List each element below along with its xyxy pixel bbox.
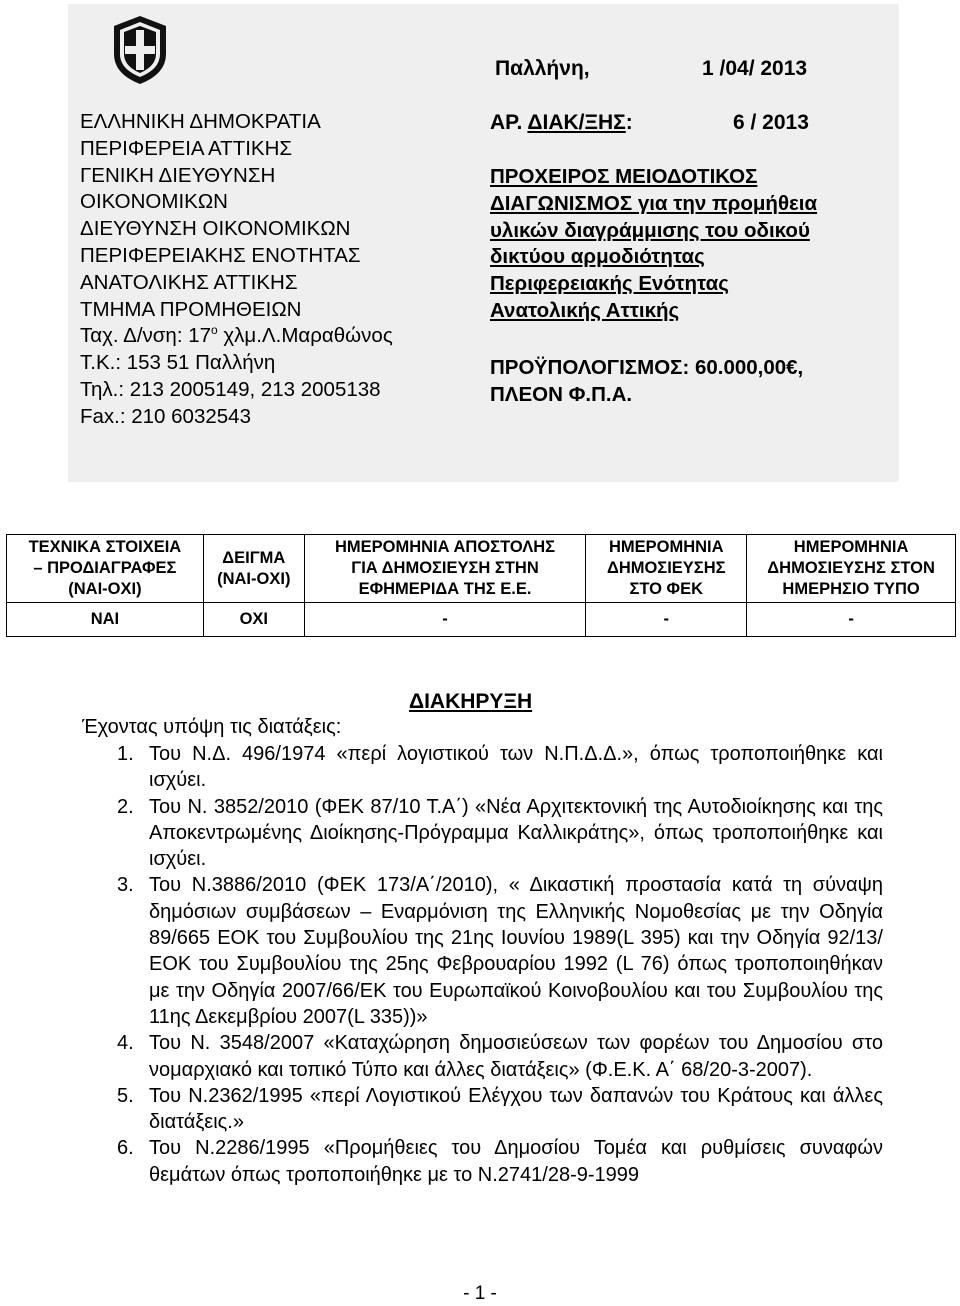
list-item-text: Του Ν.3886/2010 (ΦΕΚ 173/Α΄/2010), « Δικαστική προστασία κατά τη σύναψη δημόσιων συμβάσεων – Εναρμόνιση της Ελληνικής Νομοθεσίας με την Οδηγία 89/665 ΕΟΚ του Συμβουλίου της 21ης Ιουνίου 1989(L 395) και την Οδηγία 92/13/ΕΟΚ του Συμβουλίου της 25ης Φεβρουαρίου 1992 (L 76) όπως τροποποιηθήκαν με την Οδηγία 2007/66/ΕΚ του Ευρωπαϊκού Κοινοβουλίου και του Συμβουλίου της 11ης Δεκεμβρίου 2007(L 335))» xyxy=(149,874,883,1028)
table-cell: ΝΑΙ xyxy=(7,603,204,637)
list-item-number: 5. xyxy=(117,1084,134,1107)
list-item-number: 1. xyxy=(117,743,134,765)
list-item xyxy=(117,1083,883,1136)
reference-number: ΑΡ. ΔΙΑΚ/ΞΗΣ: 6 / 2013 xyxy=(490,111,809,134)
header-eu-journal-date: ΗΜΕΡΟΜΗΝΙΑ ΑΠΟΣΤΟΛΗΣ ΓΙΑ ΔΗΜΟΣΙΕΥΣΗ ΣΤΗΝ ΕΦΗΜΕΡΙΔΑ ΤΗΣ Ε.Ε. xyxy=(304,535,586,603)
legal-provisions-list xyxy=(117,741,883,1188)
declaration-intro: Έχοντας υπόψη τις διατάξεις: xyxy=(82,716,342,738)
agency-line: ΠΕΡΙΦΕΡΕΙΑΚΗΣ ΕΝΟΤΗΤΑΣ xyxy=(80,243,361,267)
greek-coat-of-arms-icon xyxy=(108,14,172,86)
date-value: 1 /04/ 2013 xyxy=(702,57,808,80)
agency-line: ΓΕΝΙΚΗ ΔΙΕΥΘΥΝΣΗ xyxy=(80,163,276,187)
table-cell: - xyxy=(747,603,956,637)
list-item xyxy=(117,794,883,873)
list-item-text: Του Ν.2362/1995 «περί Λογιστικού Ελέγχου των δαπανών του Κράτους και άλλες διατάξεις.» xyxy=(149,1084,883,1134)
postal-code: Τ.Κ.: 153 51 Παλλήνη xyxy=(80,351,276,375)
page-number: - 1 - xyxy=(463,1283,497,1304)
reference-value: 6 / 2013 xyxy=(733,111,809,134)
list-item-number: 2. xyxy=(117,795,134,818)
list-item-text: Του Ν.2286/1995 «Προμήθειες του Δημοσίου Τομέα και ρυθμίσεις συναφών θεμάτων όπως τροποποιήθηκε με το Ν.2741/28-9-1999 xyxy=(149,1137,883,1186)
list-item xyxy=(117,872,883,1030)
agency-block xyxy=(80,109,393,431)
phone-numbers: Τηλ.: 213 2005149, 213 2005138 xyxy=(80,377,381,401)
date-label: Παλλήνη, xyxy=(495,57,590,80)
table-header-row xyxy=(7,535,956,603)
publication-details-table xyxy=(6,534,956,637)
table-cell: - xyxy=(304,603,586,637)
header-gazette-date: ΗΜΕΡΟΜΗΝΙΑ ΔΗΜΟΣΙΕΥΣΗΣ ΣΤΟ ΦΕΚ xyxy=(586,535,747,603)
budget-statement: ΠΡΟΫΠΟΛΟΓΙΣΜΟΣ: 60.000,00€, ΠΛΕΟΝ Φ.Π.Α. xyxy=(490,356,804,406)
list-item-number: 6. xyxy=(117,1137,134,1160)
header-technical-specs: ΤΕΧΝΙΚΑ ΣΤΟΙΧΕΙΑ – ΠΡΟΔΙΑΓΡΑΦΕΣ (ΝΑΙ-ΟΧΙ) xyxy=(7,535,204,603)
issue-date xyxy=(495,57,808,81)
list-item-number: 3. xyxy=(117,874,134,897)
fax-number: Fax.: 210 6032543 xyxy=(80,404,251,428)
postal-address: Ταχ. Δ/νση: $17^o$ χλμ.Λ.Μαραθώνος xyxy=(80,323,393,348)
header-sample: ΔΕΙΓΜΑ (ΝΑΙ-ΟΧΙ) xyxy=(203,535,304,603)
list-item-text: Του Ν. 3852/2010 (ΦΕΚ 87/10 Τ.Α΄) «Νέα Αρχιτεκτονική της Αυτοδιοίκησης και της Αποκεντρωμένης Διοίκησης-Πρόγραμμα Καλλικράτης», όπως τροποποιήθηκε και ισχύει. xyxy=(149,795,883,871)
list-item-number: 4. xyxy=(117,1032,134,1055)
list-item xyxy=(117,1135,883,1188)
tender-title: ΠΡΟΧΕΙΡΟΣ ΜΕΙΟΔΟΤΙΚΟΣ ΔΙΑΓΩΝΙΣΜΟΣ για την προμήθεια υλικών διαγράμμισης του οδικού δικτύου αρμοδιότητας Περιφερειακής Ενότητας Ανατολικής Αττικής xyxy=(490,165,818,322)
list-item-text: Του Ν. 3548/2007 «Καταχώρηση δημοσιεύσεων των φορέων του Δημοσίου στο νομαρχιακό και τοπικό Τύπο και άλλες διατάξεις» (Φ.Ε.Κ. Α΄ 68/20-3-2007). xyxy=(149,1032,883,1081)
list-item xyxy=(117,1030,883,1083)
declaration-title: ΔΙΑΚΗΡΥΞΗ xyxy=(409,690,533,713)
agency-line: ΤΜΗΜΑ ΠΡΟΜΗΘΕΙΩΝ xyxy=(80,297,302,321)
agency-line: ΠΕΡΙΦΕΡΕΙΑ ΑΤΤΙΚΗΣ xyxy=(80,136,293,160)
agency-line: ΟΙΚΟΝΟΜΙΚΩΝ xyxy=(80,190,228,214)
agency-line: ΕΛΛΗΝΙΚΗ ΔΗΜΟΚΡΑΤΙΑ xyxy=(80,110,321,133)
header-daily-press-date: ΗΜΕΡΟΜΗΝΙΑ ΔΗΜΟΣΙΕΥΣΗΣ ΣΤΟΝ ΗΜΕΡΗΣΙΟ ΤΥΠΟ xyxy=(747,535,956,603)
table-cell: - xyxy=(586,603,747,637)
list-item-text: Του Ν.Δ. 496/1974 «περί λογιστικού των Ν.Π.Δ.Δ.», όπως τροποποιήθηκε και ισχύει. xyxy=(149,743,883,792)
agency-line: ΑΝΑΤΟΛΙΚΗΣ ΑΤΤΙΚΗΣ xyxy=(80,270,298,294)
list-item xyxy=(117,741,883,794)
table-row xyxy=(7,603,956,637)
table-cell: ΟΧΙ xyxy=(203,603,304,637)
agency-line: ΔΙΕΥΘΥΝΣΗ ΟΙΚΟΝΟΜΙΚΩΝ xyxy=(80,217,351,241)
